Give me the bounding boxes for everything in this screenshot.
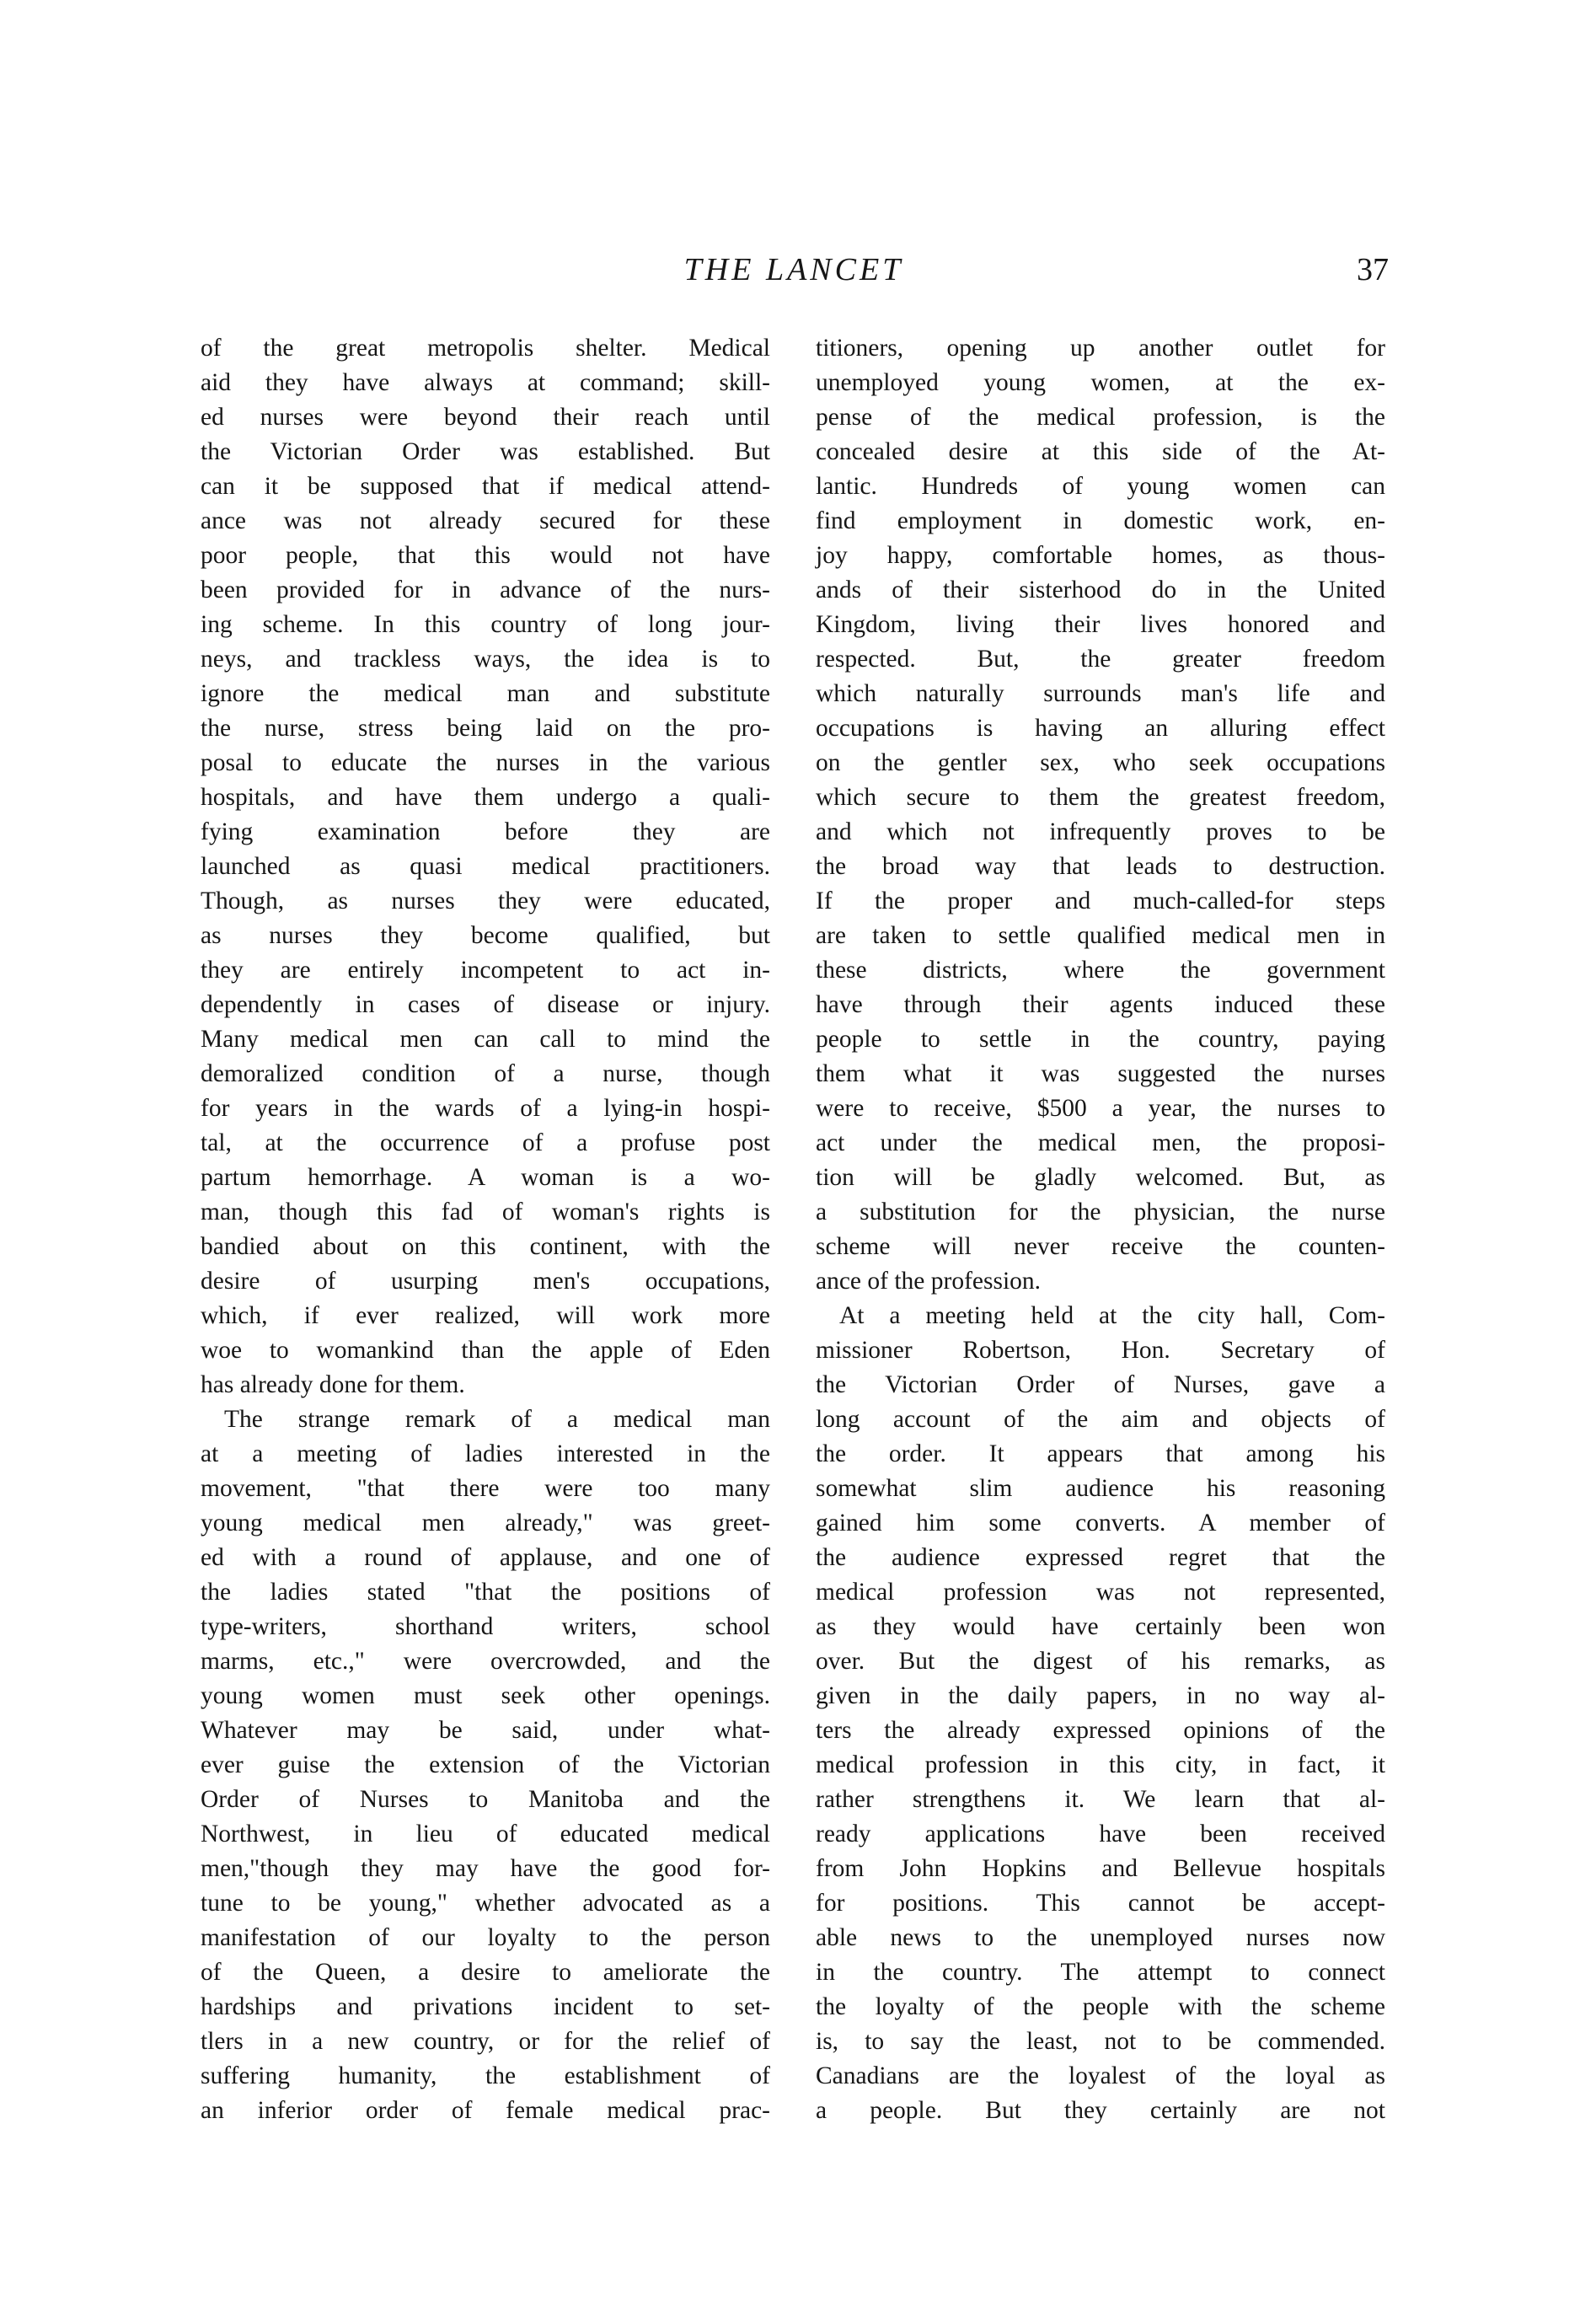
text-line: the audience expressed regret that the <box>816 1544 1385 1571</box>
text-line: titioners, opening up another outlet for <box>816 335 1385 362</box>
text-line: Northwest, in lieu of educated medical <box>201 1821 770 1847</box>
text-line: medical profession was not represented, <box>816 1579 1385 1606</box>
text-line: ignore the medical man and substitute <box>201 680 770 707</box>
text-line: the nurse, stress being laid on the pro- <box>201 715 770 742</box>
text-line: young medical men already," was greet- <box>201 1510 770 1536</box>
text-line: missioner Robertson, Hon. Secretary of <box>816 1337 1385 1364</box>
text-line: young women must seek other openings. <box>201 1682 770 1709</box>
text-line: which naturally surrounds man's life and <box>816 680 1385 707</box>
text-line: a people. But they certainly are not <box>816 2097 1385 2124</box>
text-line: the broad way that leads to destruction. <box>816 853 1385 880</box>
text-line: tal, at the occurrence of a profuse post <box>201 1129 770 1156</box>
text-line: tune to be young," whether advocated as a <box>201 1890 770 1917</box>
text-line: they are entirely incompetent to act in- <box>201 957 770 984</box>
text-line: have through their agents induced these <box>816 991 1385 1018</box>
text-line: At a meeting held at the city hall, Com- <box>839 1302 1385 1329</box>
text-line: them what it was suggested the nurses <box>816 1060 1385 1087</box>
text-line: of the Queen, a desire to ameliorate the <box>201 1959 770 1986</box>
text-line: neys, and trackless ways, the idea is to <box>201 646 770 673</box>
text-line: marms, etc.," were overcrowded, and the <box>201 1648 770 1675</box>
text-line: tlers in a new country, or for the relief of <box>201 2028 770 2055</box>
text-line: as they would have certainly been won <box>816 1613 1385 1640</box>
text-line: lantic. Hundreds of young women can <box>816 473 1385 500</box>
text-line: ing scheme. In this country of long jour- <box>201 611 770 638</box>
text-line: poor people, that this would not have <box>201 542 770 569</box>
text-line: the order. It appears that among his <box>816 1440 1385 1467</box>
text-line: movement, "that there were too many <box>201 1475 770 1502</box>
text-line: in the country. The attempt to connect <box>816 1959 1385 1986</box>
text-line: concealed desire at this side of the At- <box>816 438 1385 465</box>
text-line: an inferior order of female medical prac- <box>201 2097 770 2124</box>
text-line: hardships and privations incident to set- <box>201 1993 770 2020</box>
page-number: 37 <box>1357 252 1389 287</box>
text-line: act under the medical men, the proposi- <box>816 1129 1385 1156</box>
text-line: for positions. This cannot be accept- <box>816 1890 1385 1917</box>
text-line: Canadians are the loyalest of the loyal as <box>816 2062 1385 2089</box>
text-line: were to receive, $500 a year, the nurses to <box>816 1095 1385 1122</box>
text-line: the Victorian Order of Nurses, gave a <box>816 1371 1385 1398</box>
text-line: tion will be gladly welcomed. But, as <box>816 1164 1385 1191</box>
text-line: as nurses they become qualified, but <box>201 922 770 949</box>
text-line: respected. But, the greater freedom <box>816 646 1385 673</box>
text-line: Though, as nurses they were educated, <box>201 888 770 914</box>
text-line: ters the already expressed opinions of the <box>816 1717 1385 1744</box>
text-line: joy happy, comfortable homes, as thous- <box>816 542 1385 569</box>
text-line: ands of their sisterhood do in the United <box>816 576 1385 603</box>
text-line: and which not infrequently proves to be <box>816 818 1385 845</box>
text-line: man, though this fad of woman's rights is <box>201 1199 770 1225</box>
text-line: men,"though they may have the good for- <box>201 1855 770 1882</box>
text-line: hospitals, and have them undergo a quali- <box>201 784 770 811</box>
text-line: has already done for them. <box>201 1371 465 1398</box>
text-line: the loyalty of the people with the scheme <box>816 1993 1385 2020</box>
text-line: ance of the profession. <box>816 1268 1042 1295</box>
text-line: unemployed young women, at the ex- <box>816 369 1385 396</box>
text-line: dependently in cases of disease or injury. <box>201 991 770 1018</box>
text-line: ed with a round of applause, and one of <box>201 1544 770 1571</box>
text-line: posal to educate the nurses in the various <box>201 749 770 776</box>
text-line: desire of usurping men's occupations, <box>201 1268 770 1295</box>
text-line: which, if ever realized, will work more <box>201 1302 770 1329</box>
text-line: demoralized condition of a nurse, though <box>201 1060 770 1087</box>
right-text-column <box>816 331 1385 2128</box>
text-line: aid they have always at command; skill- <box>201 369 770 396</box>
text-line: able news to the unemployed nurses now <box>816 1924 1385 1951</box>
text-line: of the great metropolis shelter. Medical <box>201 335 770 362</box>
text-line: ed nurses were beyond their reach until <box>201 404 770 431</box>
text-line: If the proper and much-called-for steps <box>816 888 1385 914</box>
text-line: for years in the wards of a lying-in hospi- <box>201 1095 770 1122</box>
text-line: these districts, where the government <box>816 957 1385 984</box>
text-line: from John Hopkins and Bellevue hospitals <box>816 1855 1385 1882</box>
text-line: find employment in domestic work, en- <box>816 507 1385 534</box>
text-line: partum hemorrhage. A woman is a wo- <box>201 1164 770 1191</box>
text-line: people to settle in the country, paying <box>816 1026 1385 1053</box>
text-line: scheme will never receive the counten- <box>816 1233 1385 1260</box>
text-line: somewhat slim audience his reasoning <box>816 1475 1385 1502</box>
text-line: launched as quasi medical practitioners. <box>201 853 770 880</box>
text-line: The strange remark of a medical man <box>224 1406 770 1433</box>
text-line: which secure to them the greatest freedom, <box>816 784 1385 811</box>
text-line: are taken to settle qualified medical men in <box>816 922 1385 949</box>
text-line: medical profession in this city, in fact, it <box>816 1751 1385 1778</box>
text-line: ready applications have been received <box>816 1821 1385 1847</box>
text-line: a substitution for the physician, the nurse <box>816 1199 1385 1225</box>
text-line: given in the daily papers, in no way al- <box>816 1682 1385 1709</box>
text-line: manifestation of our loyalty to the person <box>201 1924 770 1951</box>
running-head <box>199 249 1389 290</box>
text-line: at a meeting of ladies interested in the <box>201 1440 770 1467</box>
text-line: occupations is having an alluring effect <box>816 715 1385 742</box>
text-line: Kingdom, living their lives honored and <box>816 611 1385 638</box>
text-line: long account of the aim and objects of <box>816 1406 1385 1433</box>
text-line: can it be supposed that if medical attend- <box>201 473 770 500</box>
text-line: ance was not already secured for these <box>201 507 770 534</box>
text-line: pense of the medical profession, is the <box>816 404 1385 431</box>
running-title: THE LANCET <box>683 252 904 287</box>
text-line: suffering humanity, the establishment of <box>201 2062 770 2089</box>
text-line: gained him some converts. A member of <box>816 1510 1385 1536</box>
text-line: bandied about on this continent, with the <box>201 1233 770 1260</box>
text-line: type-writers, shorthand writers, school <box>201 1613 770 1640</box>
text-line: is, to say the least, not to be commended. <box>816 2028 1385 2055</box>
text-line: over. But the digest of his remarks, as <box>816 1648 1385 1675</box>
text-line: the Victorian Order was established. But <box>201 438 770 465</box>
text-line: fying examination before they are <box>201 818 770 845</box>
text-line: the ladies stated "that the positions of <box>201 1579 770 1606</box>
left-text-column <box>201 331 770 2128</box>
text-line: Order of Nurses to Manitoba and the <box>201 1786 770 1813</box>
text-line: been provided for in advance of the nurs- <box>201 576 770 603</box>
text-line: on the gentler sex, who seek occupations <box>816 749 1385 776</box>
text-line: Many medical men can call to mind the <box>201 1026 770 1053</box>
text-line: Whatever may be said, under what- <box>201 1717 770 1744</box>
text-line: rather strengthens it. We learn that al- <box>816 1786 1385 1813</box>
text-line: woe to womankind than the apple of Eden <box>201 1337 770 1364</box>
text-line: ever guise the extension of the Victorian <box>201 1751 770 1778</box>
